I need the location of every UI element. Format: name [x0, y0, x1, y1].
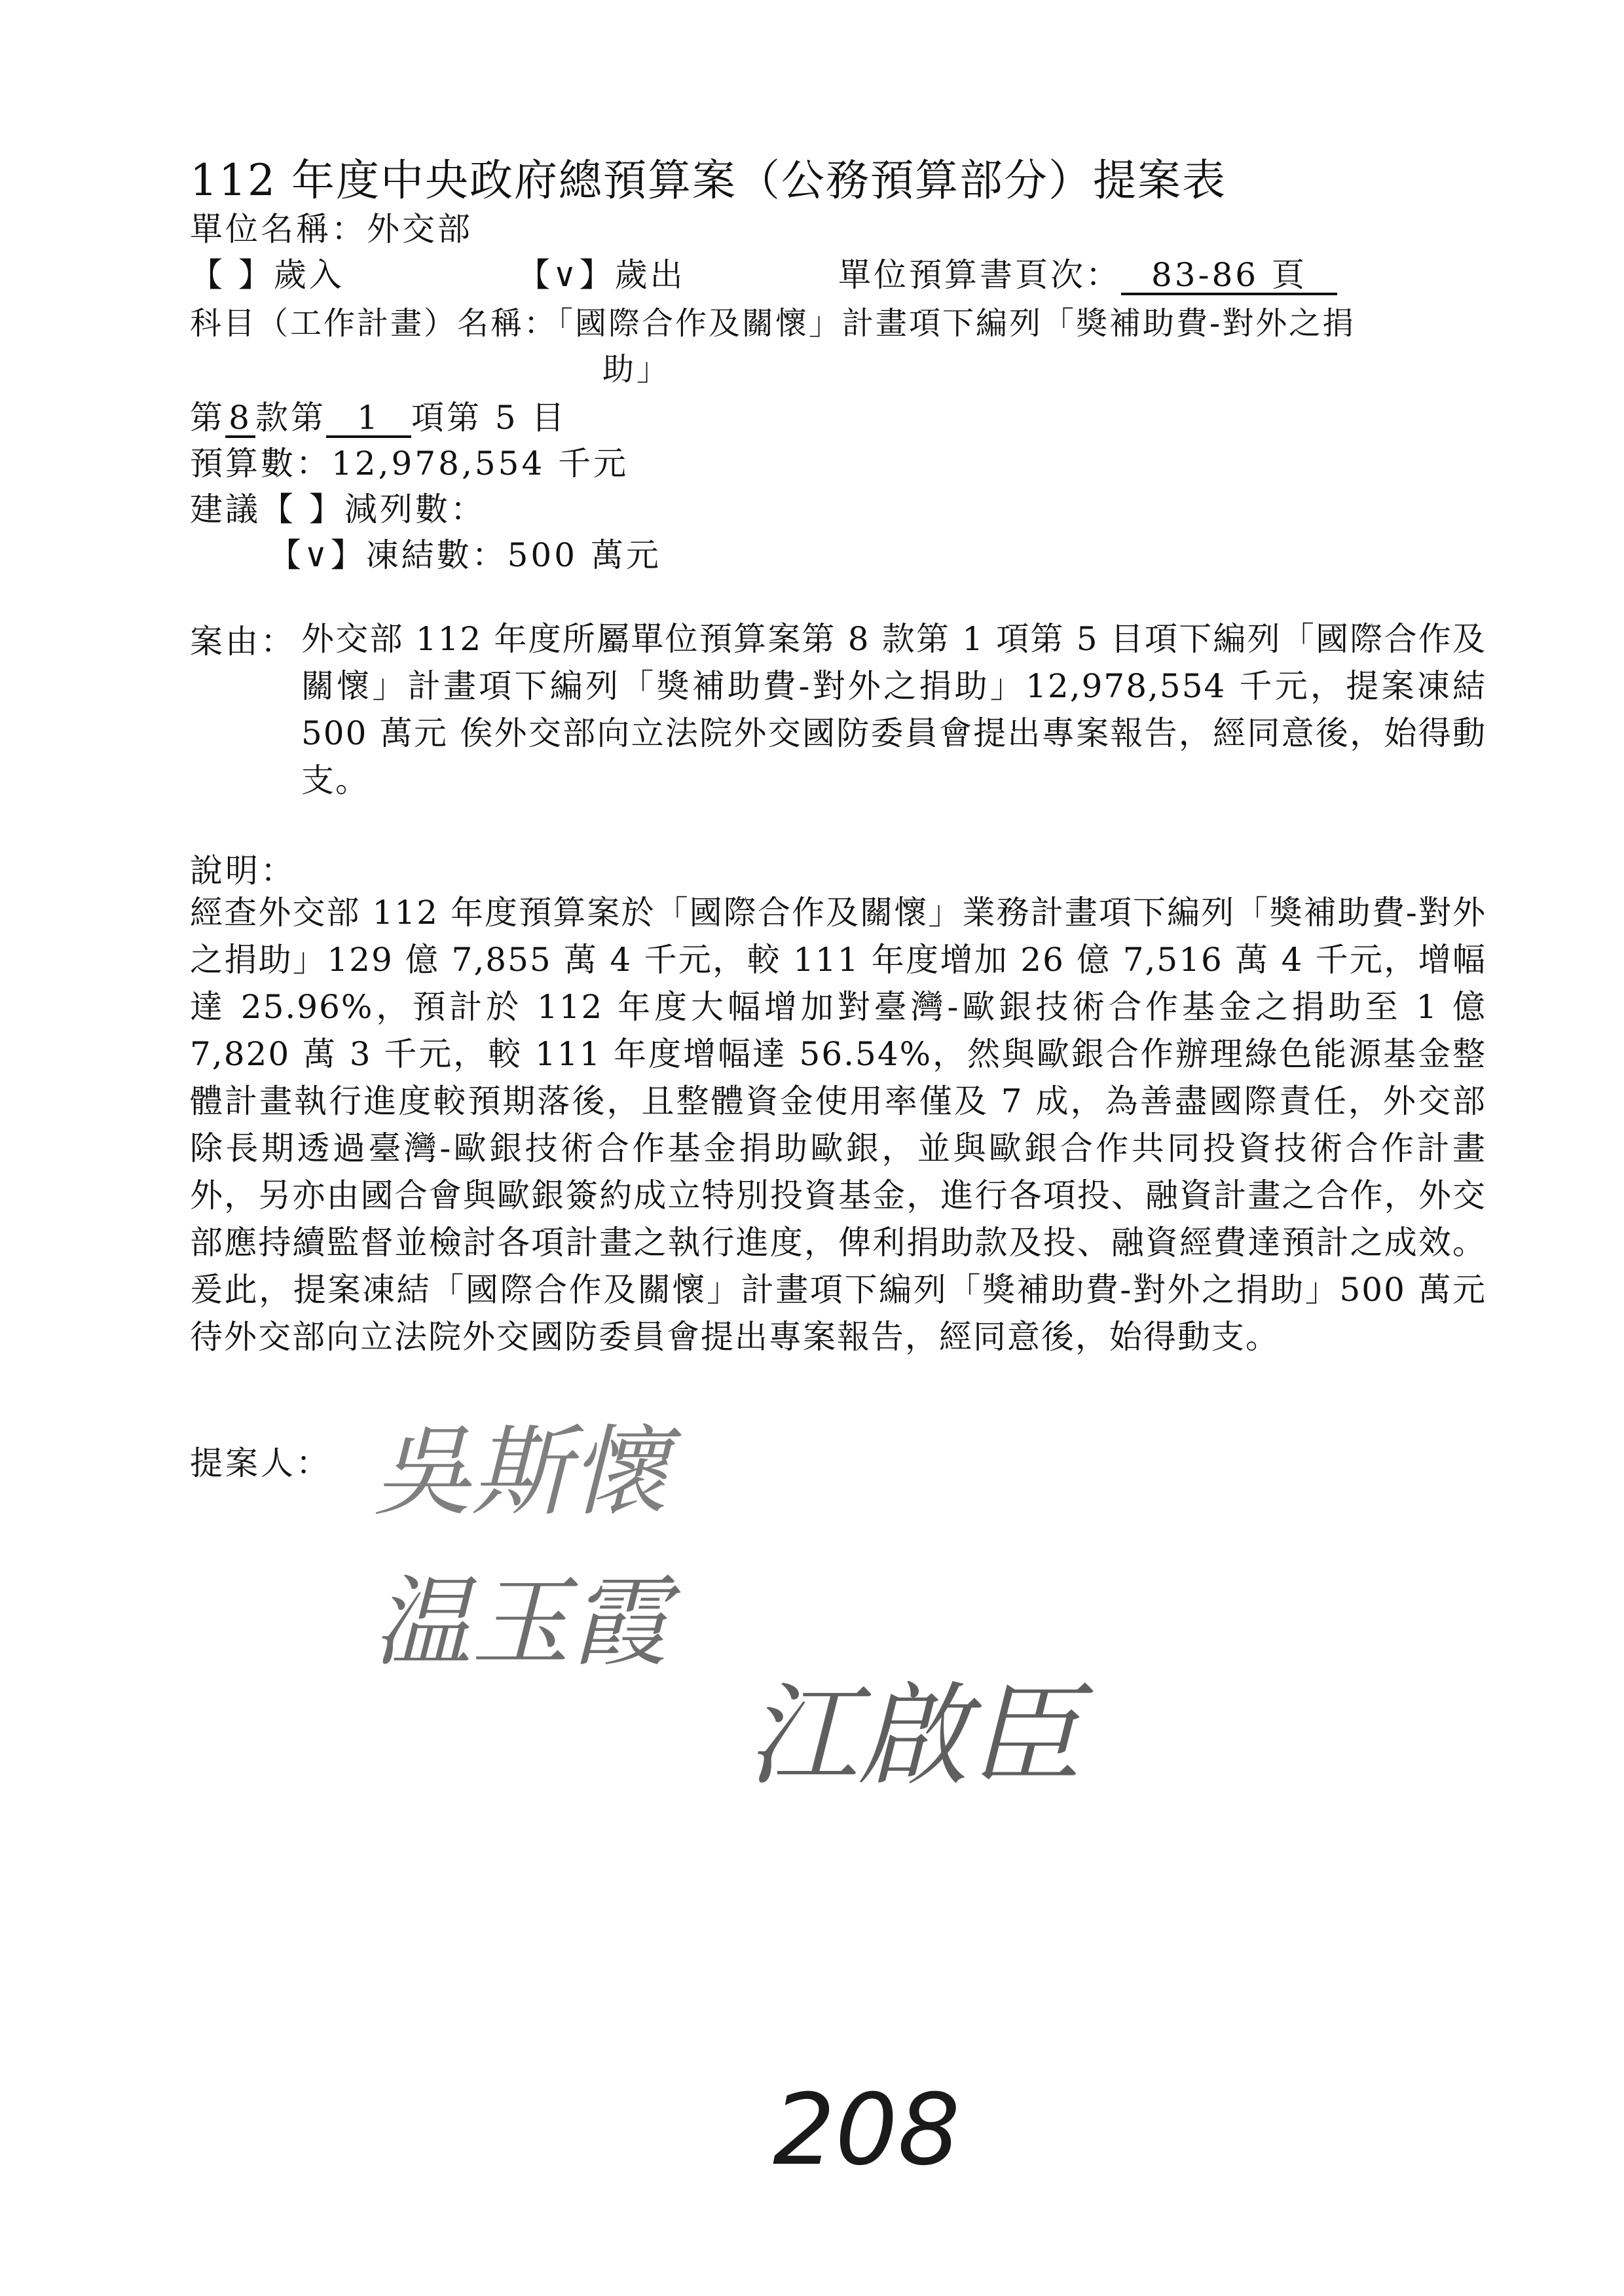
signature-2-text: 温玉霞 — [373, 1566, 669, 1680]
explain-label: 說明： — [190, 852, 296, 890]
reason-text: 外交部 112 年度所屬單位預算案第 8 款第 1 項第 5 目項下編列「國際合作及關懷」計畫項下編列「獎補助費-對外之捐助」12,978,554 千元，提案凍結 500 萬元 俟外交部向立法院外交國防委員會提出專案報告，經同意後，始得動支。 — [301, 620, 1486, 799]
signature-1 — [367, 1408, 733, 1539]
proposer-label: 提案人： — [190, 1444, 331, 1482]
budget-page-ref-label: 單位預算書頁次： — [838, 256, 1121, 294]
signature-3 — [740, 1663, 1133, 1820]
signature-3-text: 江啟臣 — [747, 1671, 1081, 1801]
signature-1-text: 吳斯懷 — [373, 1415, 669, 1529]
unit-name: 單位名稱：外交部 — [190, 210, 473, 248]
page-number — [773, 2072, 982, 2183]
subject-label: 科目（工作計畫）名稱： — [190, 305, 558, 342]
explain-text: 經查外交部 112 年度預算案於「國際合作及關懷」業務計畫項下編列「獎補助費-對外之捐助」129 億 7,855 萬 4 千元，較 111 年度增加 26 億 7,516 萬 4 千元，增幅達 25.96%，預計於 112 年度大幅增加對臺灣-歐銀技術合作基金之捐助至 1 億 7,820 萬 3 千元，較 111 年度增幅達 56.54%，然與歐銀合作辦理綠色能源基金整體計畫執行進度較預期落後，且整體資金使用率僅及 7 成，為善盡國際責任，外交部除長期透過臺灣-歐銀技術合作基金捐助歐銀，並與歐銀合作共同投資技術合作計畫外，另亦由國合會與歐銀簽約成立特別投資基金，進行各項投、融資計畫之合作，外交部應持續監督並檢討各項計畫之執行進度，俾利捐助款及投、融資經費達預計之成效。爰此，提案凍結「國際合作及關懷」計畫項下編列「獎補助費-對外之捐助」500 萬元 待外交部向立法院外交國防委員會提出專案報告，經同意後，始得動支。 — [190, 894, 1486, 1356]
item-kuan-suffix: 款第 — [255, 399, 326, 437]
signature-2 — [367, 1558, 733, 1689]
item-prefix: 第 — [190, 399, 225, 437]
suggest-freeze: 【∨】凍結數：500 萬元 — [268, 536, 661, 574]
item-rest: 項第 5 目 — [411, 399, 567, 437]
budget-page-ref-value: 83-86 頁 — [1121, 258, 1337, 295]
item-kuan: 8 — [225, 401, 255, 438]
reason-label: 案由： — [190, 623, 296, 661]
item-line — [190, 392, 567, 439]
revenue-option: 【 】歲入 — [190, 256, 344, 294]
subject-name-line1: 「國際合作及關懷」計畫項下編列「獎補助費-對外之捐 — [557, 305, 1356, 342]
suggest-cut: 建議【 】減列數： — [190, 490, 486, 528]
subject-line — [190, 298, 1356, 343]
budget-amount: 預算數：12,978,554 千元 — [190, 445, 629, 483]
subject-name-line2: 助」 — [602, 351, 671, 388]
page-title: 112 年度中央政府總預算案（公務預算部分）提案表 — [190, 155, 1227, 206]
page-number-text: 208 — [773, 2073, 961, 2183]
item-xiang: 1 — [326, 401, 411, 438]
budget-page-ref — [838, 249, 1337, 296]
expenditure-option: 【∨】歲出 — [517, 256, 686, 294]
